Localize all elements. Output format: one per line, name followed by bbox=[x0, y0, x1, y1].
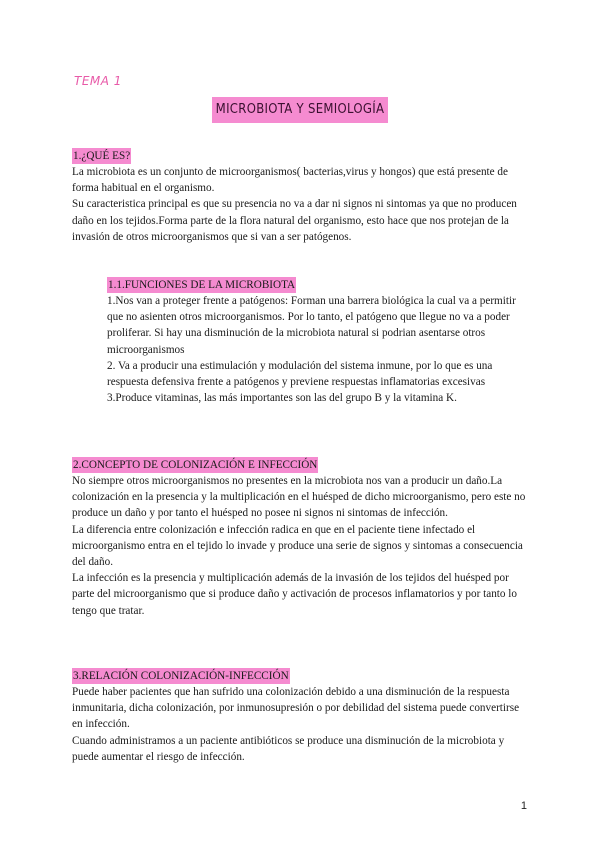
document-title: MICROBIOTA Y SEMIOLOGÍA bbox=[212, 97, 389, 123]
section-paragraph: 3.Produce vitaminas, las más importantes son las del grupo B y la vitamina K. bbox=[107, 392, 457, 405]
page-number: 1 bbox=[520, 800, 527, 812]
topic-label: TEMA 1 bbox=[74, 74, 122, 88]
section-paragraph: 2. Va a producir una estimulación y modulación del sistema inmune, por lo que es una respuesta defensiva frente a patógenos y previene respuestas inflamatorias excesivas bbox=[107, 359, 493, 389]
section-funciones bbox=[107, 275, 533, 406]
section-heading: 1.1.FUNCIONES DE LA MICROBIOTA bbox=[108, 279, 296, 291]
section-paragraph: 1.Nos van a proteger frente a patógenos: Forman una barrera biológica la cual va a permitir que no asienten otros microorganismos. Por lo tanto, el patógeno que llegue no va a poder proliferar. Si hay una disminución de la microbiota natural si podrian asentarse otros microorganismos bbox=[107, 295, 516, 356]
section-colonizacion-infeccion bbox=[72, 455, 532, 619]
section-heading: 2.CONCEPTO DE COLONIZACIÓN E INFECCIÓN bbox=[73, 459, 318, 471]
section-heading: 3.RELACIÓN COLONIZACIÓN-INFECCIÓN bbox=[73, 670, 289, 682]
section-paragraph: No siempre otros microorganismos no presentes en la microbiota nos van a producir un daño.La colonización en la presencia y la multiplicación en el huésped de dicho microorganismo, pero este no produce un daño y por tanto el huésped no posee ni signos ni sintomas de infección. bbox=[72, 475, 526, 520]
section-paragraph: Puede haber pacientes que han sufrido una colonización debido a una disminución de la respuesta inmunitaria, dicha colonización, por inmunosupresión o por debilidad del sistema puede convertirse en infección. bbox=[72, 686, 520, 731]
section-paragraph: Su caracteristica principal es que su presencia no va a dar ni signos ni sintomas ya que no producen daño en los tejidos.Forma parte de la flora natural del organismo, esto hace que nos protejan de la invasión de otros microorganismos que si van a ser patógenos. bbox=[72, 198, 517, 243]
section-paragraph: La microbiota es un conjunto de microorganismos( bacterias,virus y hongos) que está presente de forma habitual en el organismo. bbox=[72, 166, 508, 195]
title-container bbox=[0, 97, 600, 123]
section-que-es bbox=[72, 146, 532, 245]
section-paragraph: Cuando administramos a un paciente antibióticos se produce una disminución de la microbiota y puede aumentar el riesgo de infección. bbox=[72, 734, 505, 763]
section-relacion bbox=[72, 666, 532, 765]
section-heading: 1.¿QUÉ ES? bbox=[73, 150, 131, 162]
section-paragraph: La infección es la presencia y multiplicación además de la invasión de los tejidos del huésped por parte del microorganismo que si produce daño y activación de procesos inflamatorios y por tanto lo tengo que tratar. bbox=[72, 572, 517, 617]
section-paragraph: La diferencia entre colonización e infección radica en que en el paciente tiene infectado el microorganismo entra en el tejido lo invade y produce una serie de signos y sintomas a consecuencia del daño. bbox=[72, 523, 523, 569]
